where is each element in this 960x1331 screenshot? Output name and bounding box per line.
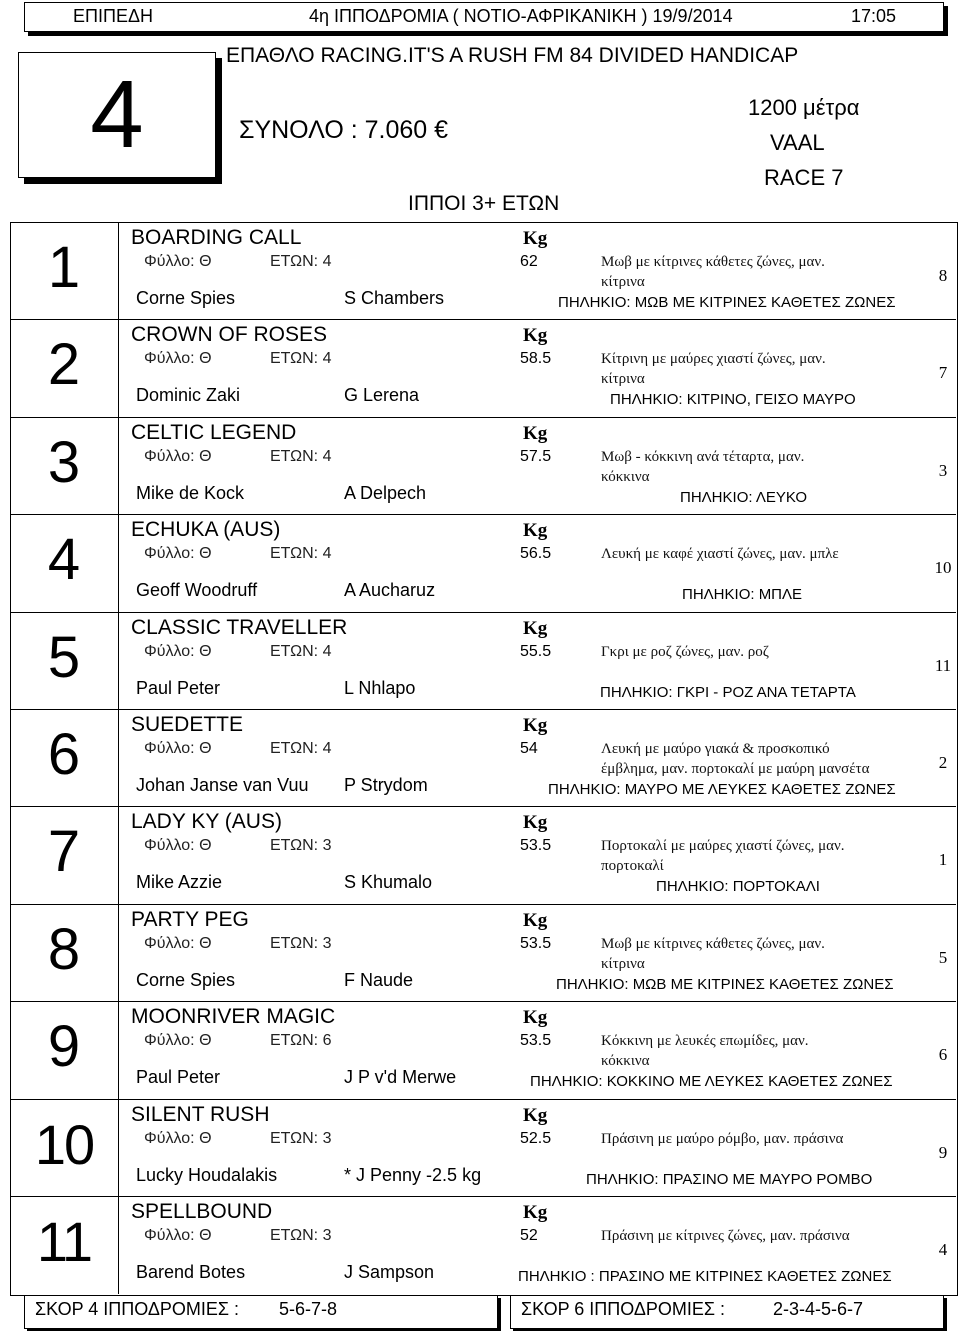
age-label: ΕΤΩΝ: 3 [270, 934, 332, 952]
post-position: 1 [938, 850, 948, 870]
post-position: 11 [934, 655, 952, 675]
runner-number: 8 [47, 916, 81, 982]
colours-description: Πράσινη με μαύρο ρόμβο, μαν. πράσινα [601, 1130, 844, 1147]
colours-description: Μωβ - κόκκινη ανά τέταρτα, μαν. [601, 448, 805, 465]
horse-name: SILENT RUSH [131, 1102, 270, 1126]
post-position: 3 [938, 460, 948, 480]
helmet-colours: ΠΗΛΗΚΙΟ: ΜΩΒ ΜΕ ΚΙΤΡΙΝΕΣ ΚΑΘΕΤΕΣ ΖΩΝΕΣ [556, 975, 894, 993]
kg-label: Kg [523, 617, 548, 639]
colours-description-cont: κόκκινα [601, 468, 650, 485]
horse-name: CELTIC LEGEND [131, 420, 297, 444]
row-divider [10, 709, 956, 710]
surface-label: ΕΠΙΠΕΔΗ [73, 6, 154, 26]
score4-box [24, 1295, 498, 1329]
score4-value: 5-6-7-8 [279, 1299, 338, 1319]
runner-number: 11 [36, 1210, 92, 1273]
helmet-colours: ΠΗΛΗΚΙΟ: ΜΑΥΡΟ ΜΕ ΛΕΥΚΕΣ ΚΑΘΕΤΕΣ ΖΩΝΕΣ [548, 781, 896, 798]
horse-name: CLASSIC TRAVELLER [131, 615, 348, 639]
weight-value: 52.5 [520, 1129, 552, 1147]
horse-name: LADY KY (AUS) [131, 810, 282, 834]
kg-label: Kg [523, 325, 548, 347]
helmet-colours: ΠΗΛΗΚΙΟ: ΚΙΤΡΙΝΟ, ΓΕΙΣΟ ΜΑΥΡΟ [610, 391, 856, 409]
race-number: 4 [90, 61, 144, 168]
colours-description-cont: κίτρινα [601, 371, 645, 388]
age-label: ΕΤΩΝ: 4 [270, 642, 332, 660]
trainer-name: G Lerena [344, 385, 420, 406]
colours-description-cont: έμβλημα, μαν. πορτοκαλί με μαύρη μανσέτα [601, 761, 870, 777]
colours-description: Κίτρινη με μαύρες χιαστί ζώνες, μαν. [601, 351, 826, 368]
kg-label: Kg [523, 812, 548, 834]
weight-value: 53.5 [520, 837, 552, 855]
age-label: ΕΤΩΝ: 4 [270, 350, 332, 368]
trainer-name: A Aucharuz [344, 580, 436, 601]
age-label: ΕΤΩΝ: 4 [270, 740, 332, 757]
score6-label: ΣΚΟΡ 6 ΙΠΠΟΔΡΟΜΙΕΣ : [521, 1299, 726, 1319]
age-label: ΕΤΩΝ: 6 [270, 1032, 332, 1050]
row-divider [10, 319, 956, 320]
runner-number: 6 [47, 722, 81, 787]
runner-number: 10 [34, 1112, 94, 1176]
trainer-name: J P v'd Merwe [344, 1067, 457, 1088]
helmet-colours: ΠΗΛΗΚΙΟ: ΜΠΛΕ [682, 586, 803, 604]
trainer-name: L Nhlapo [344, 677, 416, 698]
runner-number: 5 [47, 624, 81, 690]
sex-label: Φύλλο: Θ [144, 350, 212, 368]
jockey-name: Paul Peter [136, 677, 221, 698]
post-position: 4 [938, 1240, 948, 1259]
race-info: 4η ΙΠΠΟΔΡΟΜΙΑ ( ΝΟΤΙΟ-ΑΦΡΙΚΑΝΙΚΗ ) 19/9/2014 [309, 6, 733, 26]
sex-label: Φύλλο: Θ [144, 642, 212, 660]
post-position: 8 [938, 266, 948, 285]
race-title: ΕΠΑΘΛΟ RACING.IT'S A RUSH FM 84 DIVIDED HANDICAP [226, 44, 799, 67]
race-label: RACE 7 [764, 165, 844, 190]
jockey-name: Barend Botes [136, 1262, 246, 1282]
race-category: ΙΠΠΟΙ 3+ ΕΤΩΝ [408, 192, 560, 215]
colours-description: Γκρι με ροζ ζώνες, μαν. ροζ [601, 643, 769, 660]
weight-value: 54 [520, 740, 538, 757]
kg-label: Kg [523, 715, 548, 736]
post-position: 6 [938, 1045, 948, 1065]
row-divider [10, 612, 956, 613]
sex-label: Φύλλο: Θ [144, 740, 212, 757]
row-divider [10, 1001, 956, 1002]
runner-number: 3 [47, 429, 81, 495]
row-divider [10, 904, 956, 905]
colours-description: Μωβ με κίτρινες κάθετες ζώνες, μαν. [601, 254, 825, 270]
helmet-colours: ΠΗΛΗΚΙΟ: ΓΚΡΙ - ΡΟΖ ΑΝΑ ΤΕΤΑΡΤΑ [600, 683, 856, 701]
helmet-colours: ΠΗΛΗΚΙΟ: ΠΟΡΤΟΚΑΛΙ [656, 878, 820, 896]
weight-value: 56.5 [520, 545, 552, 563]
sex-label: Φύλλο: Θ [144, 934, 212, 952]
post-position: 2 [938, 753, 948, 772]
horse-name: MOONRIVER MAGIC [131, 1005, 336, 1029]
column-divider [118, 222, 119, 1294]
jockey-name: Geoff Woodruff [136, 580, 258, 601]
runner-number: 4 [47, 527, 81, 593]
horse-name: SUEDETTE [131, 713, 244, 736]
score6-box [510, 1295, 944, 1329]
trainer-name: A Delpech [344, 482, 427, 503]
runner-number: 2 [47, 332, 81, 398]
age-label: ΕΤΩΝ: 4 [270, 447, 332, 465]
kg-label: Kg [523, 1202, 548, 1223]
colours-description-cont: κόκκινα [601, 1053, 650, 1070]
age-label: ΕΤΩΝ: 3 [270, 1129, 332, 1147]
trainer-name: P Strydom [344, 775, 428, 795]
age-label: ΕΤΩΝ: 3 [270, 837, 332, 855]
distance: 1200 μέτρα [748, 95, 860, 120]
age-label: ΕΤΩΝ: 4 [270, 545, 332, 563]
kg-label: Kg [523, 909, 548, 931]
jockey-name: Corne Spies [136, 969, 236, 990]
post-position: 9 [938, 1142, 948, 1162]
horse-name: SPELLBOUND [131, 1200, 273, 1223]
helmet-colours: ΠΗΛΗΚΙΟ : ΠΡΑΣΙΝΟ ΜΕ ΚΙΤΡΙΝΕΣ ΚΑΘΕΤΕΣ ΖΩΝΕΣ [518, 1268, 892, 1285]
runner-number: 9 [47, 1014, 81, 1080]
row-divider [10, 1196, 956, 1197]
runner-number: 7 [47, 819, 81, 885]
runner-number: 1 [47, 235, 81, 300]
row-divider [10, 514, 956, 515]
sex-label: Φύλλο: Θ [144, 545, 212, 563]
jockey-name: Mike Azzie [136, 872, 223, 893]
kg-label: Kg [523, 228, 548, 249]
weight-value: 53.5 [520, 1032, 552, 1050]
colours-description-cont: κίτρινα [601, 274, 645, 290]
helmet-colours: ΠΗΛΗΚΙΟ: ΠΡΑΣΙΝΟ ΜΕ ΜΑΥΡΟ ΡΟΜΒΟ [586, 1170, 873, 1188]
kg-label: Kg [523, 422, 548, 444]
colours-description: Πράσινη με κίτρινες ζώνες, μαν. πράσινα [601, 1228, 850, 1244]
weight-value: 58.5 [520, 350, 552, 368]
sex-label: Φύλλο: Θ [144, 253, 212, 270]
kg-label: Kg [523, 1104, 548, 1126]
weight-value: 52 [520, 1227, 538, 1244]
jockey-name: Dominic Zaki [136, 385, 241, 406]
age-label: ΕΤΩΝ: 3 [270, 1227, 332, 1244]
colours-description: Πορτοκαλί με μαύρες χιαστί ζώνες, μαν. [601, 838, 845, 855]
colours-description: Κόκκινη με λευκές επωμίδες, μαν. [601, 1033, 809, 1050]
jockey-name: Paul Peter [136, 1067, 221, 1088]
row-divider [10, 1099, 956, 1100]
sex-label: Φύλλο: Θ [144, 837, 212, 855]
colours-description: Μωβ με κίτρινες κάθετες ζώνες, μαν. [601, 935, 825, 952]
sex-label: Φύλλο: Θ [144, 447, 212, 465]
jockey-name: Corne Spies [136, 288, 236, 308]
race-time: 17:05 [851, 6, 897, 26]
jockey-name: Mike de Kock [136, 482, 245, 503]
header-bar [24, 2, 944, 32]
post-position: 7 [938, 363, 948, 383]
horse-name: BOARDING CALL [131, 226, 302, 249]
weight-value: 57.5 [520, 447, 552, 465]
horse-name: ECHUKA (AUS) [131, 518, 281, 542]
race-number-box [18, 52, 216, 178]
sex-label: Φύλλο: Θ [144, 1129, 212, 1147]
weight-value: 55.5 [520, 642, 552, 660]
venue: VAAL [770, 130, 825, 155]
age-label: ΕΤΩΝ: 4 [270, 253, 332, 270]
colours-description-cont: κίτρινα [601, 955, 645, 972]
trainer-name: * J Penny -2.5 kg [344, 1164, 482, 1185]
kg-label: Kg [523, 1007, 548, 1029]
post-position: 5 [938, 947, 948, 967]
helmet-colours: ΠΗΛΗΚΙΟ: ΛΕΥΚΟ [680, 488, 808, 506]
helmet-colours: ΠΗΛΗΚΙΟ: ΜΩΒ ΜΕ ΚΙΤΡΙΝΕΣ ΚΑΘΕΤΕΣ ΖΩΝΕΣ [558, 294, 896, 311]
trainer-name: J Sampson [344, 1262, 435, 1282]
sex-label: Φύλλο: Θ [144, 1227, 212, 1244]
post-position: 10 [934, 558, 952, 578]
helmet-colours: ΠΗΛΗΚΙΟ: ΚΟΚΚΙΝΟ ΜΕ ΛΕΥΚΕΣ ΚΑΘΕΤΕΣ ΖΩΝΕΣ [530, 1073, 893, 1091]
row-divider [10, 417, 956, 418]
colours-description: Λευκή με μαύρο γιακά & προσκοπικό [601, 741, 830, 757]
trainer-name: S Khumalo [344, 872, 433, 893]
prize-total: ΣΥΝΟΛΟ : 7.060 € [239, 116, 449, 144]
weight-value: 62 [520, 253, 538, 270]
colours-description: Λευκή με καφέ χιαστί ζώνες, μαν. μπλε [601, 546, 839, 563]
score4-label: ΣΚΟΡ 4 ΙΠΠΟΔΡΟΜΙΕΣ : [35, 1299, 240, 1319]
score6-value: 2-3-4-5-6-7 [773, 1299, 864, 1319]
horse-name: PARTY PEG [131, 907, 249, 931]
trainer-name: F Naude [344, 969, 414, 990]
jockey-name: Lucky Houdalakis [136, 1164, 278, 1185]
row-divider [10, 806, 956, 807]
weight-value: 53.5 [520, 934, 552, 952]
jockey-name: Johan Janse van Vuu [136, 775, 309, 795]
sex-label: Φύλλο: Θ [144, 1032, 212, 1050]
colours-description-cont: πορτοκαλί [601, 858, 664, 875]
kg-label: Kg [523, 520, 548, 542]
horse-name: CROWN OF ROSES [131, 323, 328, 347]
trainer-name: S Chambers [344, 288, 445, 308]
